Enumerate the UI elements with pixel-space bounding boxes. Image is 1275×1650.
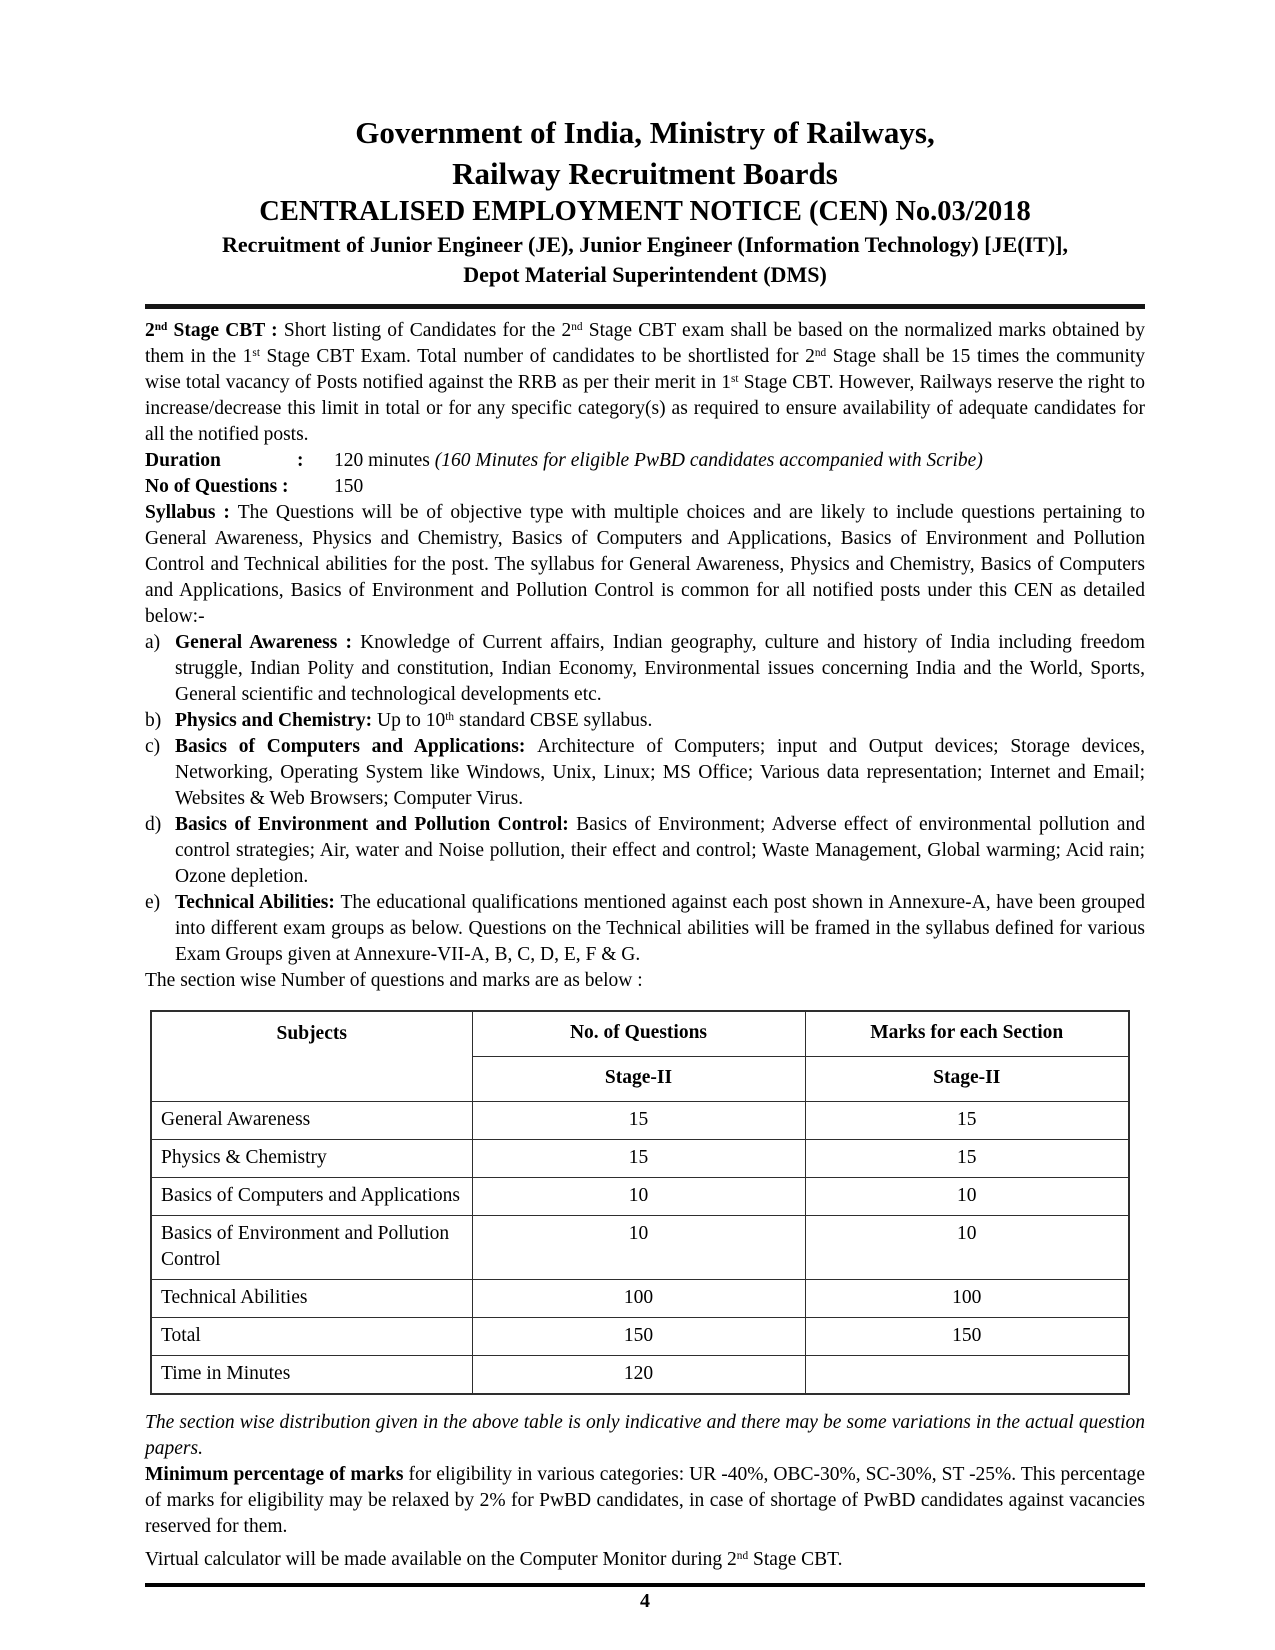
list-marker: a) bbox=[145, 632, 161, 653]
table-row bbox=[151, 1178, 1129, 1216]
list-item-general-awareness bbox=[145, 630, 1145, 708]
questions-cell: 15 bbox=[472, 1140, 805, 1178]
list-marker: e) bbox=[145, 892, 161, 913]
list-item-text: Basics of Environment and Pollution Control: Basics of Environment; Adverse effect of environmental pollution and control strategies; Air, water and Noise pollution, their effect and control; Waste Management, Global warming; Acid rain; Ozone depletion. bbox=[175, 814, 1145, 887]
questions-cell: 10 bbox=[472, 1178, 805, 1216]
list-item-environment bbox=[145, 812, 1145, 890]
subject-cell: Time in Minutes bbox=[151, 1356, 472, 1395]
subject-cell: General Awareness bbox=[151, 1102, 472, 1140]
table-row bbox=[151, 1140, 1129, 1178]
page-number: 4 bbox=[640, 1590, 650, 1612]
footer-divider bbox=[145, 1583, 1145, 1587]
table-row bbox=[151, 1280, 1129, 1318]
table-header-subjects: Subjects bbox=[151, 1011, 472, 1102]
subject-cell: Physics & Chemistry bbox=[151, 1140, 472, 1178]
subject-cell: Basics of Computers and Applications bbox=[151, 1178, 472, 1216]
table-row bbox=[151, 1102, 1129, 1140]
list-item-physics-chemistry bbox=[145, 708, 1145, 734]
list-item-text: Basics of Computers and Applications: Architecture of Computers; input and Output devices; Storage devices, Networking, Operating System like Windows, Unix, Linux; MS Office; Various data representation; Internet and Email; Websites & Web Browsers; Computer Virus. bbox=[175, 736, 1145, 809]
table-row bbox=[151, 1356, 1129, 1395]
header-depot-line: Depot Material Superintendent (DMS) bbox=[463, 262, 827, 287]
marks-cell: 15 bbox=[805, 1102, 1129, 1140]
list-item-text: Technical Abilities: The educational qualifications mentioned against each post shown in Annexure-A, have been grouped into different exam groups as below. Questions on the Technical abilities will be framed in the syllabus defined for various Exam Groups given at Annexure-VII-A, B, C, D, E, F & G. bbox=[175, 892, 1146, 965]
table-header-questions: No. of Questions bbox=[472, 1011, 805, 1057]
marks-cell bbox=[805, 1356, 1129, 1395]
marks-cell: 10 bbox=[805, 1178, 1129, 1216]
list-item-text: General Awareness : Knowledge of Current affairs, Indian geography, culture and history of India including freedom struggle, Indian Polity and constitution, Indian Economy, Environmental issues concerning India and the World, Sports, General scientific and technological developments etc. bbox=[175, 632, 1145, 705]
duration-row bbox=[145, 448, 1145, 474]
subject-cell: Technical Abilities bbox=[151, 1280, 472, 1318]
header-govt-line: Government of India, Ministry of Railways, bbox=[355, 115, 935, 150]
num-questions-colon bbox=[297, 474, 334, 500]
list-item-computers bbox=[145, 734, 1145, 812]
header-divider bbox=[145, 304, 1145, 309]
table-header-row bbox=[151, 1011, 1129, 1057]
header-cen-line: CENTRALISED EMPLOYMENT NOTICE (CEN) No.03/2018 bbox=[259, 196, 1031, 227]
questions-cell: 15 bbox=[472, 1102, 805, 1140]
marks-cell: 100 bbox=[805, 1280, 1129, 1318]
subject-cell: Total bbox=[151, 1318, 472, 1356]
duration-label: Duration bbox=[145, 450, 221, 471]
header-recruitment-line: Recruitment of Junior Engineer (JE), Junior Engineer (Information Technology) [JE(IT)], bbox=[222, 232, 1068, 257]
marks-table bbox=[150, 1010, 1130, 1395]
questions-cell: 100 bbox=[472, 1280, 805, 1318]
duration-value: 120 minutes (160 Minutes for eligible PwBD candidates accompanied with Scribe) bbox=[334, 450, 983, 471]
duration-colon: : bbox=[297, 450, 304, 471]
questions-cell: 120 bbox=[472, 1356, 805, 1395]
table-note: The section wise distribution given in the above table is only indicative and there may be some variations in the actual question papers. bbox=[145, 1412, 1145, 1459]
marks-cell: 15 bbox=[805, 1140, 1129, 1178]
questions-cell: 150 bbox=[472, 1318, 805, 1356]
table-subheader-stage-marks: Stage-II bbox=[805, 1057, 1129, 1102]
table-subheader-stage-questions: Stage-II bbox=[472, 1057, 805, 1102]
list-marker: c) bbox=[145, 736, 161, 757]
num-questions-value: 150 bbox=[334, 476, 364, 497]
table-row bbox=[151, 1216, 1129, 1280]
calculator-line: Virtual calculator will be made available on the Computer Monitor during 2nd Stage CBT. bbox=[145, 1549, 843, 1570]
document-header bbox=[145, 112, 1145, 290]
questions-cell: 10 bbox=[472, 1216, 805, 1280]
list-item-technical bbox=[145, 890, 1145, 968]
stage2-intro-paragraph: 2nd Stage CBT : Short listing of Candidates for the 2nd Stage CBT exam shall be based on the normalized marks obtained by them in the 1st Stage CBT Exam. Total number of candidates to be shortlisted for 2nd Stage shall be 15 times the community wise total vacancy of Posts notified against the RRB as per their merit in 1st Stage CBT. However, Railways reserve the right to increase/decrease this limit in total or for any specific category(s) as required to ensure availability of adequate candidates for all the notified posts. bbox=[145, 320, 1146, 445]
marks-cell: 150 bbox=[805, 1318, 1129, 1356]
header-boards-line: Railway Recruitment Boards bbox=[452, 156, 838, 191]
num-questions-label: No of Questions : bbox=[145, 476, 289, 497]
marks-cell: 10 bbox=[805, 1216, 1129, 1280]
table-row bbox=[151, 1318, 1129, 1356]
syllabus-paragraph: Syllabus : The Questions will be of objective type with multiple choices and are likely to include questions pertaining to General Awareness, Physics and Chemistry, Basics of Computers and Applications, Basics of Environment and Pollution Control and Technical abilities for the post. The syllabus for General Awareness, Physics and Chemistry, Basics of Computers and Applications, Basics of Environment and Pollution Control is common for all notified posts under this CEN as detailed below:- bbox=[145, 502, 1146, 627]
table-intro-line: The section wise Number of questions and marks are as below : bbox=[145, 970, 643, 991]
min-marks-paragraph: Minimum percentage of marks for eligibility in various categories: UR -40%, OBC-30%, SC-30%, ST -25%. This percentage of marks for eligibility may be relaxed by 2% for PwBD candidates, in case of shortage of PwBD candidates against vacancies reserved for them. bbox=[145, 1464, 1145, 1537]
subject-cell: Basics of Environment and Pollution Control bbox=[151, 1216, 472, 1280]
list-marker: b) bbox=[145, 710, 162, 731]
list-marker: d) bbox=[145, 814, 162, 835]
num-questions-row bbox=[145, 474, 1145, 500]
syllabus-list bbox=[145, 630, 1145, 968]
table-header-marks: Marks for each Section bbox=[805, 1011, 1129, 1057]
list-item-text: Physics and Chemistry: Up to 10th standard CBSE syllabus. bbox=[175, 710, 653, 731]
